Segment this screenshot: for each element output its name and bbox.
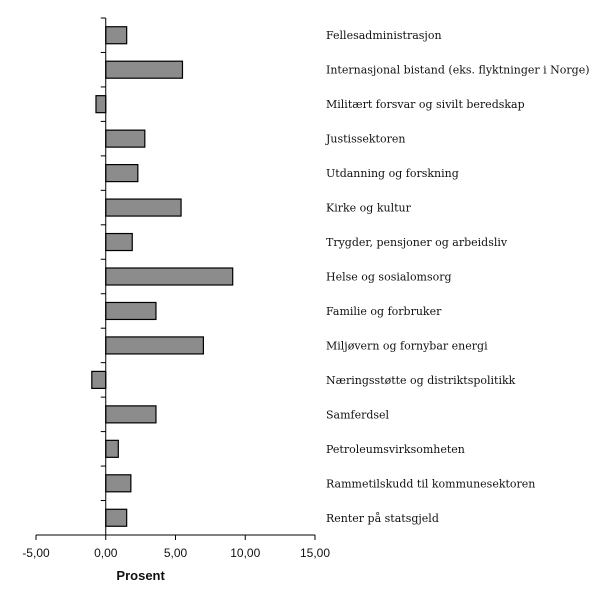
bar-14	[106, 475, 131, 492]
x-ticks-group	[22, 535, 330, 560]
bar-11	[92, 371, 106, 388]
bar-2	[106, 61, 183, 78]
category-label-12: Samferdsel	[326, 408, 390, 422]
category-label-15: Renter på statsgjeld	[326, 511, 439, 525]
category-label-7: Trygder, pensjoner og arbeidsliv	[326, 236, 508, 250]
bar-4	[106, 130, 145, 147]
x-tick-label-2: 0,00	[94, 546, 118, 560]
bar-6	[106, 199, 181, 216]
bar-12	[106, 406, 156, 423]
bar-8	[106, 268, 233, 285]
bars-group	[92, 27, 233, 527]
bar-10	[106, 337, 204, 354]
bar-13	[106, 440, 119, 457]
category-label-5: Utdanning og forskning	[326, 167, 459, 181]
category-labels-group	[325, 29, 590, 525]
x-tick-label-5: 15,00	[299, 546, 331, 560]
category-label-1: Fellesadministrasjon	[326, 29, 442, 43]
category-label-8: Helse og sosialomsorg	[326, 270, 452, 284]
category-label-13: Petroleumsvirksomheten	[326, 442, 465, 456]
bar-5	[106, 165, 138, 182]
bar-3	[96, 96, 106, 113]
bar-1	[106, 27, 127, 44]
bar-7	[106, 234, 133, 251]
category-label-14: Rammetilskudd til kommunesektoren	[326, 477, 536, 491]
category-label-6: Kirke og kultur	[326, 201, 411, 215]
category-label-11: Næringsstøtte og distriktspolitikk	[326, 373, 516, 387]
bar-9	[106, 302, 156, 319]
x-tick-label-1: -5,00	[22, 546, 50, 560]
category-label-10: Miljøvern og fornybar energi	[326, 339, 488, 353]
x-axis-title: Prosent	[116, 568, 165, 583]
x-tick-label-3: 5,00	[163, 546, 188, 560]
x-tick-label-4: 10,00	[230, 546, 261, 560]
category-label-2: Internasjonal bistand (eks. flyktninger i Norge)	[326, 63, 590, 77]
category-label-3: Militært forsvar og sivilt beredskap	[326, 98, 525, 112]
category-label-4: Justissektoren	[326, 132, 406, 146]
category-label-9: Familie og forbruker	[326, 304, 442, 318]
bar-15	[106, 509, 127, 526]
